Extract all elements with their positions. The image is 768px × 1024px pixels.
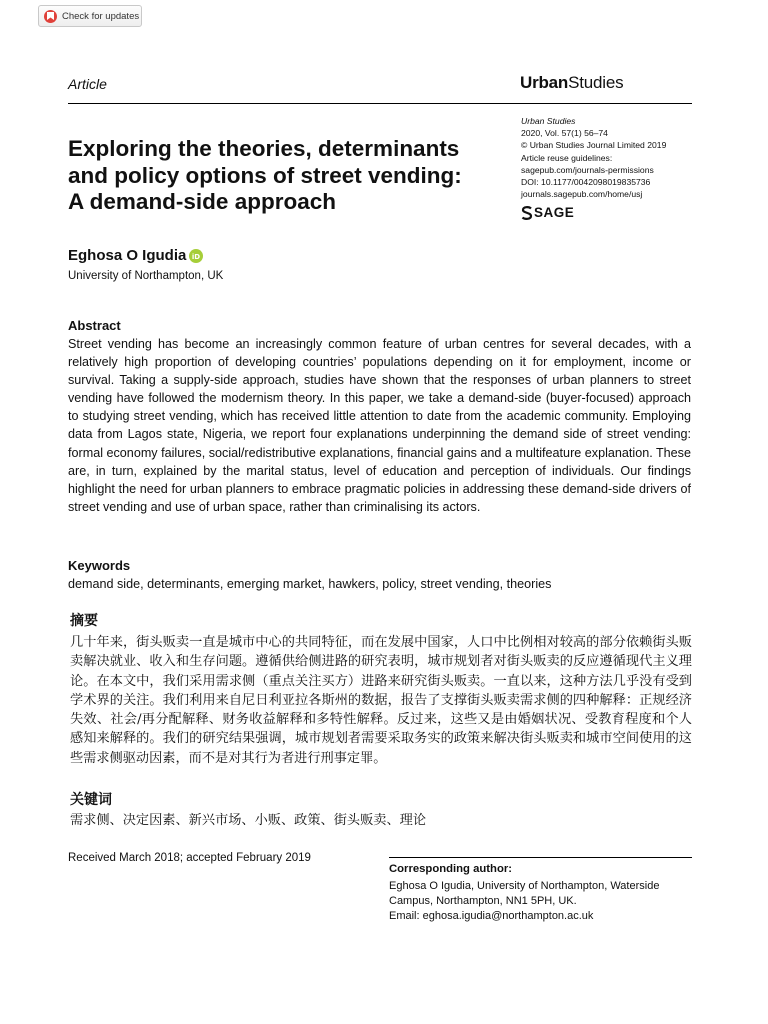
brand-light: Studies xyxy=(568,73,624,92)
check-for-updates-button[interactable] xyxy=(38,5,142,27)
abstract-text: Street vending has become an increasingly common feature of urban centres for several decades, with a relatively high proportion of developing countries’ populations depending on it for employment, income or survival. Taking a supply-side approach, studies have shown that the responses of urban planners to street vending have followed the modernism theory. In this paper, we take a demand-side (buyer-focused) approach to studying street vending, which has received little attention to date from the academic community. Employing data from Lagos state, Nigeria, we report four explanations underpinning the demand side of street vending: formal economy failures, social/redistributive explanations, financial gains and a multifeature explanation. These are, in turn, explained by the marital status, level of education and perception of individuals. Our findings highlight the need for urban planners to embrace pragmatic policies in addressing these demand-side drivers of street vending and use of urban space, rather than criminalising its actors. xyxy=(68,337,691,514)
keywords-text: demand side, determinants, emerging market, hawkers, policy, street vending, theories xyxy=(68,577,552,591)
title-line: A demand-side approach xyxy=(68,189,336,214)
doi-link[interactable]: DOI: 10.1177/0042098019835736 xyxy=(521,177,651,188)
title-line: and policy options of street vending: xyxy=(68,162,462,188)
corresponding-details xyxy=(389,879,659,925)
corresponding-rule xyxy=(389,857,692,858)
author-name[interactable]: Eghosa O Igudia xyxy=(68,247,187,264)
author-affiliation: University of Northampton, UK xyxy=(68,270,224,282)
abstract-heading: Abstract xyxy=(68,318,121,333)
received-dates: Received March 2018; accepted February 2019 xyxy=(68,852,311,864)
publisher-name: SAGE xyxy=(534,205,575,220)
svg-text:iD: iD xyxy=(192,252,201,261)
corresponding-heading: Corresponding author: xyxy=(389,863,513,875)
meta-line: 2020, Vol. 57(1) 56–74 xyxy=(521,128,608,139)
article-type-label: Article xyxy=(68,76,107,92)
paper-title xyxy=(68,136,513,216)
permissions-link[interactable]: sagepub.com/journals-permissions xyxy=(521,164,654,175)
journal-brand xyxy=(520,73,623,93)
journal-meta xyxy=(521,115,666,200)
journal-home-link[interactable]: journals.sagepub.com/home/usj xyxy=(521,189,643,200)
title-line: Exploring the theories, determinants xyxy=(68,136,460,161)
corresponding-line: Eghosa O Igudia, University of Northampton, Waterside xyxy=(389,880,660,892)
header-rule xyxy=(68,103,692,104)
meta-line: © Urban Studies Journal Limited 2019 xyxy=(521,140,667,151)
author xyxy=(68,247,203,264)
sage-s-icon xyxy=(521,206,533,220)
chinese-keywords-text: 需求侧、决定因素、新兴市场、小贩、政策、街头贩卖、理论 xyxy=(70,813,427,828)
chinese-abstract-heading: 摘要 xyxy=(70,613,98,629)
keywords-heading: Keywords xyxy=(68,558,131,573)
corresponding-line: Campus, Northampton, NN1 5PH, UK. xyxy=(389,895,577,908)
check-for-updates-label: Check for updates xyxy=(62,10,140,22)
orcid-icon[interactable] xyxy=(189,249,203,263)
corresponding-email[interactable]: Email: eghosa.igudia@northampton.ac.uk xyxy=(389,910,594,923)
chinese-keywords-heading: 关键词 xyxy=(70,792,112,808)
meta-line: Article reuse guidelines: xyxy=(521,152,613,163)
meta-journal: Urban Studies xyxy=(521,116,576,126)
bookmark-icon xyxy=(44,10,57,23)
publisher-logo xyxy=(521,205,574,220)
chinese-abstract-text: 几十年来，街头贩卖一直是城市中心的共同特征，而在发展中国家，人口中比例相对较高的部分依赖街头贩卖解决就业、收入和生存问题。遵循供给侧进路的研究表明，城市规划者对街头贩卖的反应遵循现代主义理论。在本文中，我们采用需求侧（重点关注买方）进路来研究街头贩卖。一直以来，这种方法几乎没有受到学术界的关注。我们利用来自尼日利亚拉各斯州的数据，报告了支撑街头贩卖需求侧的四种解释：正规经济失效、社会/再分配解释、财务收益解释和多特性解释。反过来，这些又是由婚姻状况、受教育程度和个人感知来解释的。我们的研究结果强调，城市规划者需要采取务实的政策来解决街头贩卖和城市空间使用的这些需求侧驱动因素，而不是对其行为者进行刑事定罪。 xyxy=(70,635,692,766)
brand-bold: Urban xyxy=(520,73,569,92)
